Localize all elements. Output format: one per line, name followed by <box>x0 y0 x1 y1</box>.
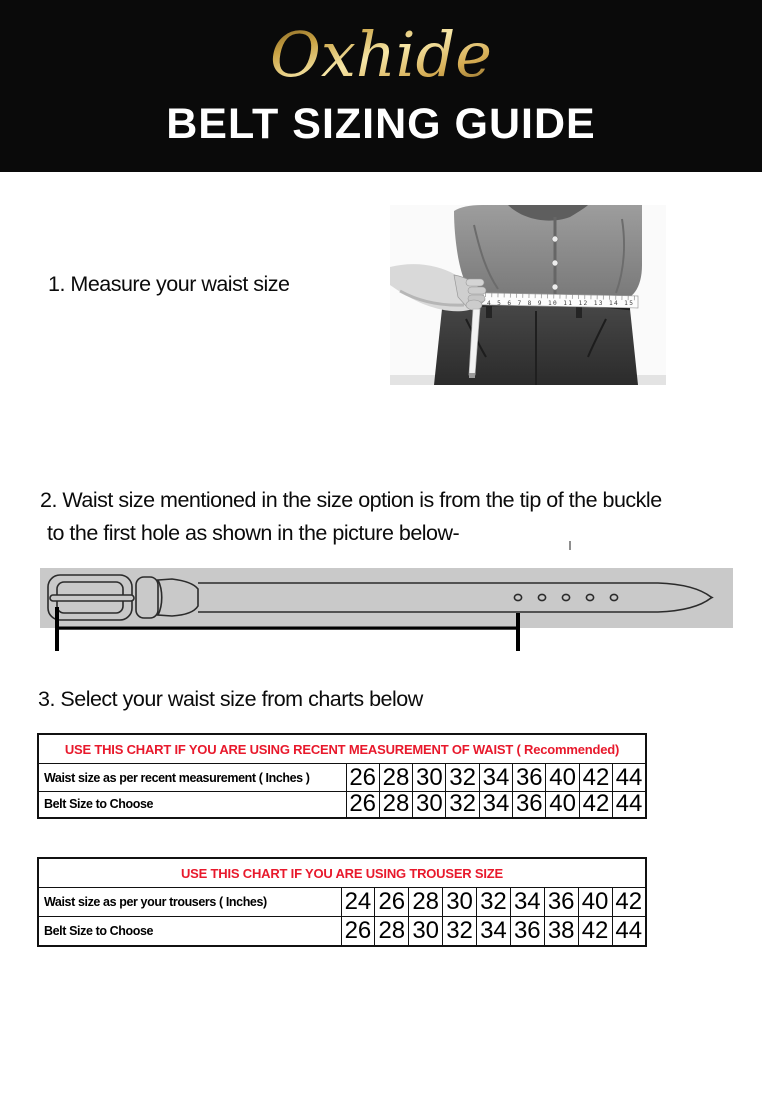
waist-measure-photo <box>390 205 666 385</box>
size-value-cell: 40 <box>546 764 579 792</box>
step-1-text: 1. Measure your waist size <box>48 272 290 296</box>
size-value-cell: 30 <box>413 764 446 792</box>
size-value-cell: 28 <box>375 917 409 946</box>
size-value-cell: 36 <box>510 917 544 946</box>
brand-logo-text: Oxhide <box>270 18 492 91</box>
size-value-cell: 30 <box>413 792 446 818</box>
row-label: Waist size as per recent measurement ( Inches ) <box>38 764 346 792</box>
measurement-tick-right <box>516 613 520 651</box>
brand-logo-svg <box>221 6 541 102</box>
size-value-cell: 42 <box>579 792 612 818</box>
size-value-cell: 26 <box>341 917 375 946</box>
size-value-cell: 32 <box>446 764 479 792</box>
size-value-cell: 34 <box>479 792 512 818</box>
chart-title: USE THIS CHART IF YOU ARE USING TROUSER SIZE <box>38 858 646 888</box>
step-3-text: 3. Select your waist size from charts below <box>38 687 423 711</box>
row-label: Waist size as per your trousers ( Inches) <box>38 888 341 917</box>
size-chart-trouser <box>37 857 647 947</box>
tape-numbers: 4 5 6 7 8 9 10 11 12 13 14 15 <box>487 300 633 307</box>
size-value-cell: 30 <box>443 888 477 917</box>
row-label: Belt Size to Choose <box>38 917 341 946</box>
size-value-cell: 38 <box>544 917 578 946</box>
trousers-illustration <box>434 304 638 385</box>
measurement-tick-left <box>55 607 59 651</box>
belt-diagram <box>0 535 762 657</box>
size-value-cell: 34 <box>510 888 544 917</box>
size-value-cell: 44 <box>612 917 646 946</box>
size-value-cell: 34 <box>477 917 511 946</box>
row-label: Belt Size to Choose <box>38 792 346 818</box>
size-value-cell: 32 <box>446 792 479 818</box>
size-value-cell: 36 <box>513 792 546 818</box>
step-2-line-2: to the first hole as shown in the picture below- <box>47 521 460 545</box>
size-value-cell: 28 <box>409 888 443 917</box>
size-value-cell: 26 <box>346 792 379 818</box>
size-value-cell: 42 <box>579 764 612 792</box>
size-value-cell: 32 <box>443 917 477 946</box>
size-value-cell: 28 <box>379 764 412 792</box>
size-value-cell: 44 <box>613 792 646 818</box>
size-value-cell: 42 <box>612 888 646 917</box>
belt-buckle <box>48 575 158 620</box>
size-value-cell: 28 <box>379 792 412 818</box>
size-value-cell: 34 <box>479 764 512 792</box>
size-value-cell: 40 <box>578 888 612 917</box>
shirt-illustration <box>454 205 642 301</box>
size-value-cell: 40 <box>546 792 579 818</box>
stray-tick-mark <box>569 541 571 550</box>
size-value-cell: 42 <box>578 917 612 946</box>
size-chart-recent <box>37 733 647 819</box>
step-2-line-1: 2. Waist size mentioned in the size option is from the tip of the buckle <box>40 488 662 512</box>
size-value-cell: 32 <box>477 888 511 917</box>
size-value-cell: 26 <box>375 888 409 917</box>
brand-logo <box>0 6 762 107</box>
size-value-cell: 24 <box>341 888 375 917</box>
belt-sizing-guide-title: BELT SIZING GUIDE <box>166 100 596 148</box>
size-value-cell: 36 <box>513 764 546 792</box>
size-value-cell: 44 <box>613 764 646 792</box>
chart-title: USE THIS CHART IF YOU ARE USING RECENT MEASUREMENT OF WAIST ( Recommended) <box>38 734 646 764</box>
size-value-cell: 26 <box>346 764 379 792</box>
size-value-cell: 36 <box>544 888 578 917</box>
size-value-cell: 30 <box>409 917 443 946</box>
brand-header <box>0 0 762 172</box>
